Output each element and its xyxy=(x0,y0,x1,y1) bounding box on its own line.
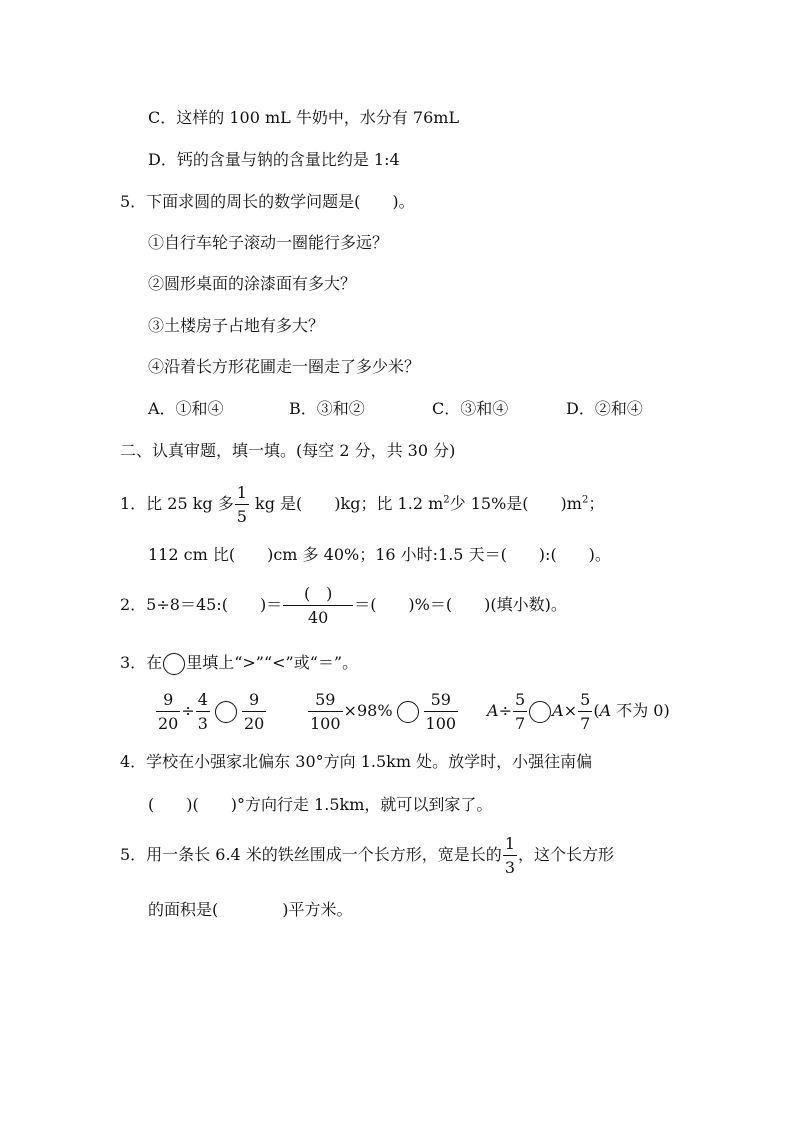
q3-e1-fraction-2 xyxy=(196,689,210,733)
fill-question-1-line-2: 112 cm 比( )cm 多 40%；16 小时:1.5 天＝( ):( )。 xyxy=(148,545,611,564)
fill-question-1-line-1 xyxy=(120,484,604,524)
q3-e3-f1-den: 7 xyxy=(514,713,526,733)
q3-e3-f2-num: 5 xyxy=(578,692,592,712)
q3-expression-1 xyxy=(155,688,267,734)
question-5-choice-c: C．③和④ xyxy=(432,399,509,418)
q3-e3-var-a-2: A xyxy=(552,701,564,720)
question-5-choice-b: B．③和② xyxy=(289,399,365,418)
q3-e3-fraction-2 xyxy=(578,689,592,733)
q5-text-b: ，这个长方形 xyxy=(518,845,615,864)
fill-question-5-line-2: 的面积是( )平方米。 xyxy=(148,900,353,919)
q3-stem-a: 3．在 xyxy=(120,653,163,672)
q3-e1-f1-num: 9 xyxy=(156,692,180,712)
question-5-item-3: ③土楼房子占地有多大？ xyxy=(148,316,325,335)
question-5-choice-a: A．①和④ xyxy=(148,399,224,418)
q3-e1-f2-num: 4 xyxy=(196,692,210,712)
q1-text-c: 少 15%是( )m xyxy=(449,494,582,513)
q1-fraction xyxy=(235,482,249,526)
q1-superscript-1: 2 xyxy=(443,494,450,506)
q3-e3-f2-den: 7 xyxy=(580,713,591,733)
q3-e3-var-a: A xyxy=(487,701,499,720)
section-2-heading: 二、认真审题，填一填。(每空 2 分，共 30 分) xyxy=(120,441,456,460)
q3-e1-fraction-3 xyxy=(242,689,266,733)
q3-e1-fraction-1 xyxy=(156,689,180,733)
fill-question-5-line-1 xyxy=(120,832,614,878)
question-5-item-1: ①自行车轮子滚动一圈能行多远？ xyxy=(148,233,389,252)
fill-question-4-line-1: 4．学校在小强家北偏东 30°方向 1.5km 处。放学时，小强往南偏 xyxy=(120,752,593,771)
q3-expression-3 xyxy=(487,688,670,734)
q2-fraction-numerator: ( ) xyxy=(283,586,353,606)
q5-fraction xyxy=(503,833,517,877)
q1-text-b: kg 是( )kg；比 1.2 m xyxy=(249,494,444,513)
q1-text-a: 1．比 25 kg 多 xyxy=(120,494,234,513)
q5-fraction-denominator: 3 xyxy=(504,857,515,877)
q3-e3-multiply: × xyxy=(563,701,578,720)
q3-e2-answer-circle[interactable] xyxy=(397,701,419,723)
q3-expression-2 xyxy=(307,688,459,734)
q2-fraction-denominator: 40 xyxy=(308,607,329,627)
q1-fraction-denominator: 5 xyxy=(236,506,247,526)
q3-e2-f2-den: 100 xyxy=(425,713,457,733)
option-d: D．钙的含量与钠的含量比约是 1:4 xyxy=(148,150,400,169)
q1-text-d: ； xyxy=(588,494,605,513)
q2-text-b: ＝( )%＝( )(填小数)。 xyxy=(354,595,567,614)
q3-e2-middle: ×98% xyxy=(343,701,393,720)
q3-e3-note-open: ( xyxy=(593,701,600,720)
q3-e1-f2-den: 3 xyxy=(197,713,208,733)
question-5-choice-d: D．②和④ xyxy=(566,399,643,418)
q5-fraction-numerator: 1 xyxy=(503,836,517,856)
question-5-stem: 5．下面求圆的周长的数学问题是( )。 xyxy=(120,192,415,211)
q3-e1-f3-num: 9 xyxy=(242,692,266,712)
q2-text-a: 2．5÷8＝45:( )＝ xyxy=(120,595,283,614)
fill-question-3-stem xyxy=(120,651,358,675)
q3-e2-f2-num: 59 xyxy=(424,692,459,712)
q3-e1-operator: ÷ xyxy=(181,701,195,720)
fill-question-4-line-2: ( )( )°方向行走 1.5km，就可以到家了。 xyxy=(148,795,493,814)
q3-e2-fraction-2 xyxy=(424,689,459,733)
question-5-item-2: ②圆形桌面的涂漆面有多大？ xyxy=(148,274,357,293)
question-5-item-4: ④沿着长方形花圃走一圈走了多少米？ xyxy=(148,357,421,376)
q3-e3-f1-num: 5 xyxy=(513,692,527,712)
q1-fraction-numerator: 1 xyxy=(235,485,249,505)
fill-question-2 xyxy=(120,583,567,627)
q3-e3-note-var: A xyxy=(599,701,612,720)
compare-circle-icon xyxy=(163,653,185,675)
q3-e2-fraction-1 xyxy=(308,689,343,733)
q1-superscript-2: 2 xyxy=(581,494,589,506)
q3-e3-answer-circle[interactable] xyxy=(529,701,551,723)
q3-stem-b: 里填上“>”“<”或“＝”。 xyxy=(186,653,359,672)
q3-e3-divide: ÷ xyxy=(498,701,512,720)
q3-e2-f1-den: 100 xyxy=(310,713,341,733)
q3-e1-f3-den: 20 xyxy=(243,713,265,733)
q3-e1-f1-den: 20 xyxy=(158,713,179,733)
q2-fraction xyxy=(283,583,353,627)
q3-e3-note-text: 不为 0) xyxy=(611,701,670,720)
q5-text-a: 5．用一条长 6.4 米的铁丝围成一个长方形，宽是长的 xyxy=(120,845,502,864)
q3-e3-fraction-1 xyxy=(513,689,527,733)
q3-e1-answer-circle[interactable] xyxy=(215,701,237,723)
q3-e2-f1-num: 59 xyxy=(308,692,343,712)
option-c: C．这样的 100 mL 牛奶中，水分有 76mL xyxy=(148,108,460,127)
